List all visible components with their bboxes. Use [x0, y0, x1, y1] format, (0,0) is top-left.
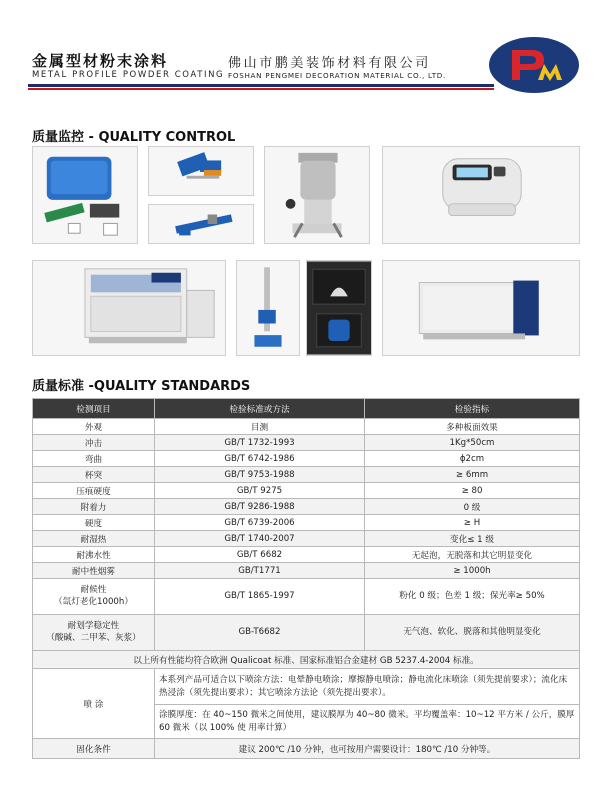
header-rule-blue [28, 84, 494, 87]
cell-item: 冲击 [33, 435, 155, 451]
cell-method: 目测 [155, 419, 365, 435]
cell-item: 附着力 [33, 499, 155, 515]
table-row [33, 435, 580, 451]
pm-logo-icon [488, 36, 580, 94]
col-header-value: 检验指标 [365, 399, 580, 419]
cell-item: 压痕硬度 [33, 483, 155, 499]
table-row-chemical [33, 615, 580, 651]
table-row-spray [33, 669, 580, 705]
cell-item: 耐中性烟雾 [33, 563, 155, 579]
spray-methods-text: 本系列产品可适合以下喷涂方法：电晕静电喷涂；摩擦静电喷涂；静电流化床喷涂（须先提前要求）；流化床热浸涂（须先提出要求）；其它喷涂方法论（须先提出要求）。 [155, 669, 580, 705]
company-name-en: FOSHAN PENGMEI DECORATION MATERIAL CO., LTD. [228, 71, 447, 80]
spray-item: 喷 涂 [33, 669, 155, 739]
col-header-method: 检验标准或方法 [155, 399, 365, 419]
cell-value: 1Kg*50cm [365, 435, 580, 451]
product-title-cn: 金属型材粉末涂料 [32, 52, 169, 70]
page-header [0, 0, 607, 100]
table-row [33, 467, 580, 483]
cell-value: 无气泡、软化、脱落和其他明显变化 [365, 615, 580, 651]
weather-item-line1: 耐候性 [80, 584, 107, 595]
cell-item [33, 579, 155, 615]
cell-method: GB/T 6739-2006 [155, 515, 365, 531]
cell-method: GB/T 6742-1986 [155, 451, 365, 467]
cell-item: 杯突 [33, 467, 155, 483]
weather-item-line2: （氙灯老化1000h） [54, 596, 133, 607]
table-row-cure [33, 739, 580, 759]
header-rule-red [28, 88, 494, 90]
cell-method: GB/T 9286-1988 [155, 499, 365, 515]
photo-coating-thickness-meter [306, 260, 372, 356]
cell-value: 无起泡，无脱落和其它明显变化 [365, 547, 580, 563]
photo-cross-cut-tester [148, 146, 254, 196]
cell-method: GB/T 9275 [155, 483, 365, 499]
table-header-row [33, 399, 580, 419]
table-row [33, 419, 580, 435]
chemical-item-line2: （酸碱、二甲苯、灰浆） [46, 632, 141, 643]
cell-value: 变化≤ 1 级 [365, 531, 580, 547]
cell-method: GB/T1771 [155, 563, 365, 579]
photo-impact-tester [264, 146, 370, 244]
standards-note: 以上所有性能均符合欧洲 Qualicoat 标准、国家标准铝合金建材 GB 5237.4-2004 标准。 [33, 651, 580, 669]
table-row [33, 515, 580, 531]
film-thickness-text: 涂膜厚度：在 40~150 微米之间使用，建议膜厚为 40~80 微米。平均覆盖率：10~12 平方米 / 公斤，膜厚 60 微米（以 100% 使 用率计算） [155, 705, 580, 739]
quality-standards-table [32, 398, 580, 759]
cell-method: GB-T6682 [155, 615, 365, 651]
photo-spectrophotometer [382, 260, 580, 356]
table-row [33, 531, 580, 547]
cell-value: 粉化 0 级；色差 1 级；保光率≥ 50% [365, 579, 580, 615]
cell-method: GB/T 1732-1993 [155, 435, 365, 451]
cell-value: ɸ2cm [365, 451, 580, 467]
cell-method: GB/T 1740-2007 [155, 531, 365, 547]
product-title-en: METAL PROFILE POWDER COATING [32, 70, 225, 80]
table-row [33, 547, 580, 563]
photo-uv-aging-chamber [32, 260, 226, 356]
photo-scratch-tester [148, 204, 254, 244]
cell-item: 外观 [33, 419, 155, 435]
table-row-weather [33, 579, 580, 615]
photo-test-kit-case [32, 146, 138, 244]
photo-film-thickness-gauge [236, 260, 300, 356]
company-name-cn: 佛山市鹏美装饰材料有限公司 [228, 56, 431, 71]
col-header-item: 检测项目 [33, 399, 155, 419]
photo-gloss-meter [382, 146, 580, 244]
table-note-row [33, 651, 580, 669]
cure-item: 固化条件 [33, 739, 155, 759]
table-row [33, 451, 580, 467]
cell-value: 0 级 [365, 499, 580, 515]
cell-method: GB/T 1865-1997 [155, 579, 365, 615]
quality-control-title: 质量监控 - QUALITY CONTROL [32, 130, 236, 145]
cure-text: 建议 200℃ /10 分钟，也可按用户需要设计：180℃ /10 分钟等。 [155, 739, 580, 759]
cell-item: 耐湿热 [33, 531, 155, 547]
cell-value: ≥ 6mm [365, 467, 580, 483]
cell-item: 硬度 [33, 515, 155, 531]
cell-method: GB/T 9753-1988 [155, 467, 365, 483]
cell-value: ≥ 80 [365, 483, 580, 499]
chemical-item-line1: 耐划学稳定性 [67, 620, 120, 631]
cell-value: 多种板面效果 [365, 419, 580, 435]
cell-item: 耐沸水性 [33, 547, 155, 563]
table-row [33, 483, 580, 499]
cell-item [33, 615, 155, 651]
cell-item: 弯曲 [33, 451, 155, 467]
quality-standards-title: 质量标准 -QUALITY STANDARDS [32, 379, 251, 394]
table-row [33, 499, 580, 515]
cell-value: ≥ H [365, 515, 580, 531]
cell-value: ≥ 1000h [365, 563, 580, 579]
cell-method: GB/T 6682 [155, 547, 365, 563]
table-row [33, 563, 580, 579]
